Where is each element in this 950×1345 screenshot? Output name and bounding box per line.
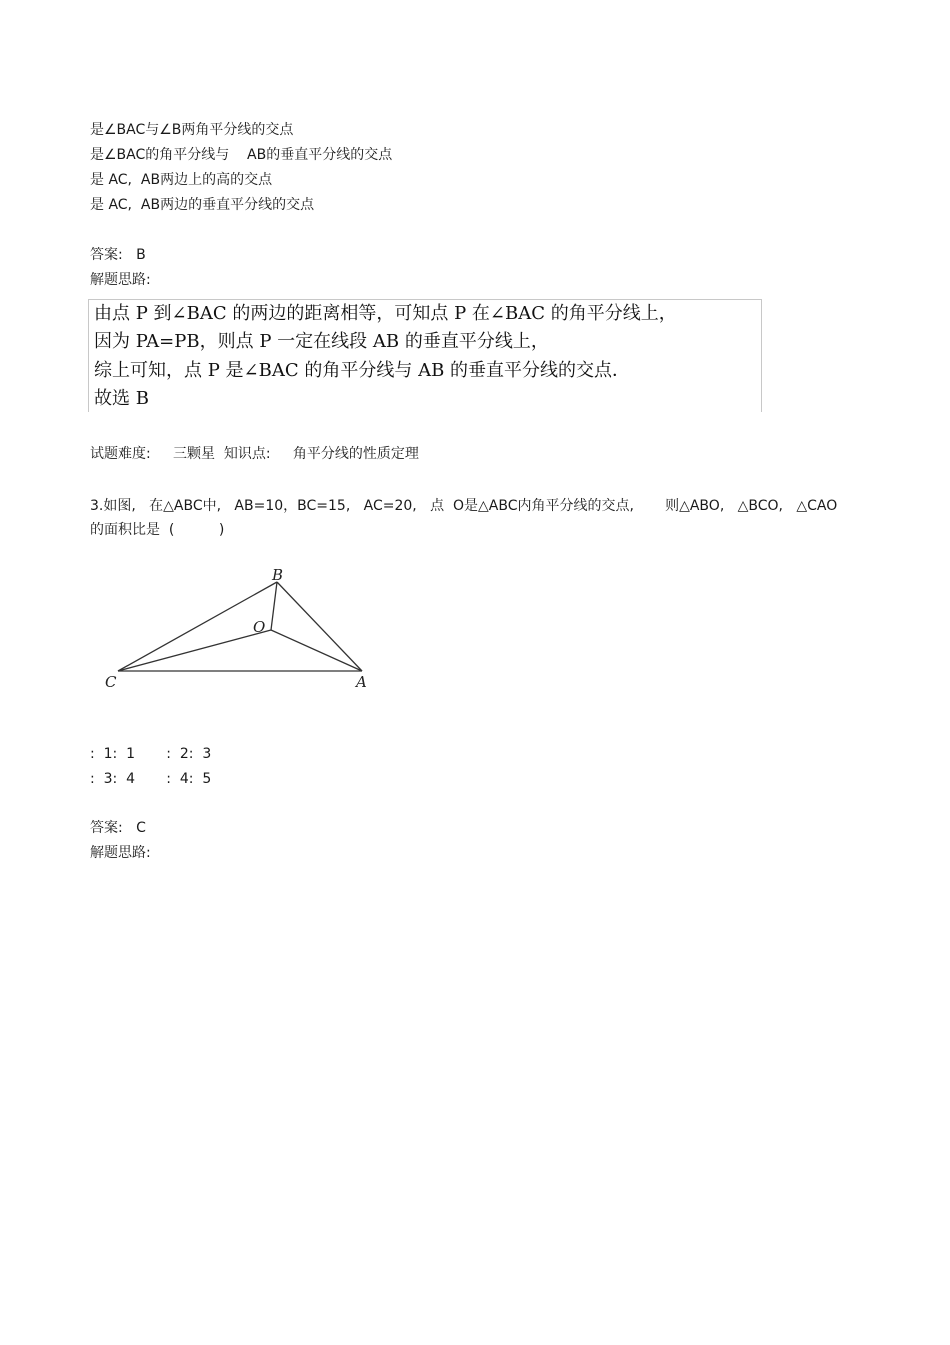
answer-q2: 答案: B — [90, 247, 146, 263]
label-b: B — [272, 566, 284, 584]
solution-line-4: 故选 B — [94, 388, 149, 409]
option-q2-c: 是 AC, AB两边上的高的交点 — [90, 172, 273, 188]
answer-q3: 答案: C — [90, 820, 146, 836]
segment-co — [118, 630, 271, 671]
solution-label-q3: 解题思路: — [90, 845, 151, 861]
option-q2-d: 是 AC, AB两边的垂直平分线的交点 — [90, 197, 315, 213]
option-q3-row1: : 1: 1 : 2: 3 — [90, 746, 212, 762]
solution-line-3: 综上可知，点 P 是∠BAC 的角平分线与 AB 的垂直平分线的交点． — [94, 360, 631, 381]
question3-line2: 的面积比是 ( ) — [90, 522, 225, 538]
label-a: A — [356, 673, 367, 691]
option-q3-row2: : 3: 4 : 4: 5 — [90, 771, 212, 787]
solution-label-q2: 解题思路: — [90, 272, 151, 288]
solution-line-2: 因为 PA=PB，则点 P 一定在线段 AB 的垂直平分线上， — [94, 331, 549, 352]
solution-line-1: 由点 P 到∠BAC 的两边的距离相等，可知点 P 在∠BAC 的角平分线上， — [94, 303, 677, 324]
label-c: C — [105, 673, 117, 691]
segment-ob — [271, 582, 277, 630]
option-q2-a: 是∠BAC与∠B两角平分线的交点 — [90, 122, 294, 138]
option-q2-b: 是∠BAC的角平分线与 AB的垂直平分线的交点 — [90, 147, 393, 163]
triangle-figure — [95, 560, 380, 695]
question3-line1: 3.如图, 在△ABC中, AB=10，BC=15, AC=20, 点 O是△ABC内角平分线的交点, 则△ABO, △BCO, △CAO — [90, 498, 838, 514]
label-o: O — [253, 618, 266, 636]
segment-oa — [271, 630, 362, 671]
solution-box — [88, 299, 762, 412]
difficulty-line: 试题难度: 三颗星 知识点: 角平分线的性质定理 — [90, 446, 419, 462]
edge-ba — [277, 582, 362, 671]
